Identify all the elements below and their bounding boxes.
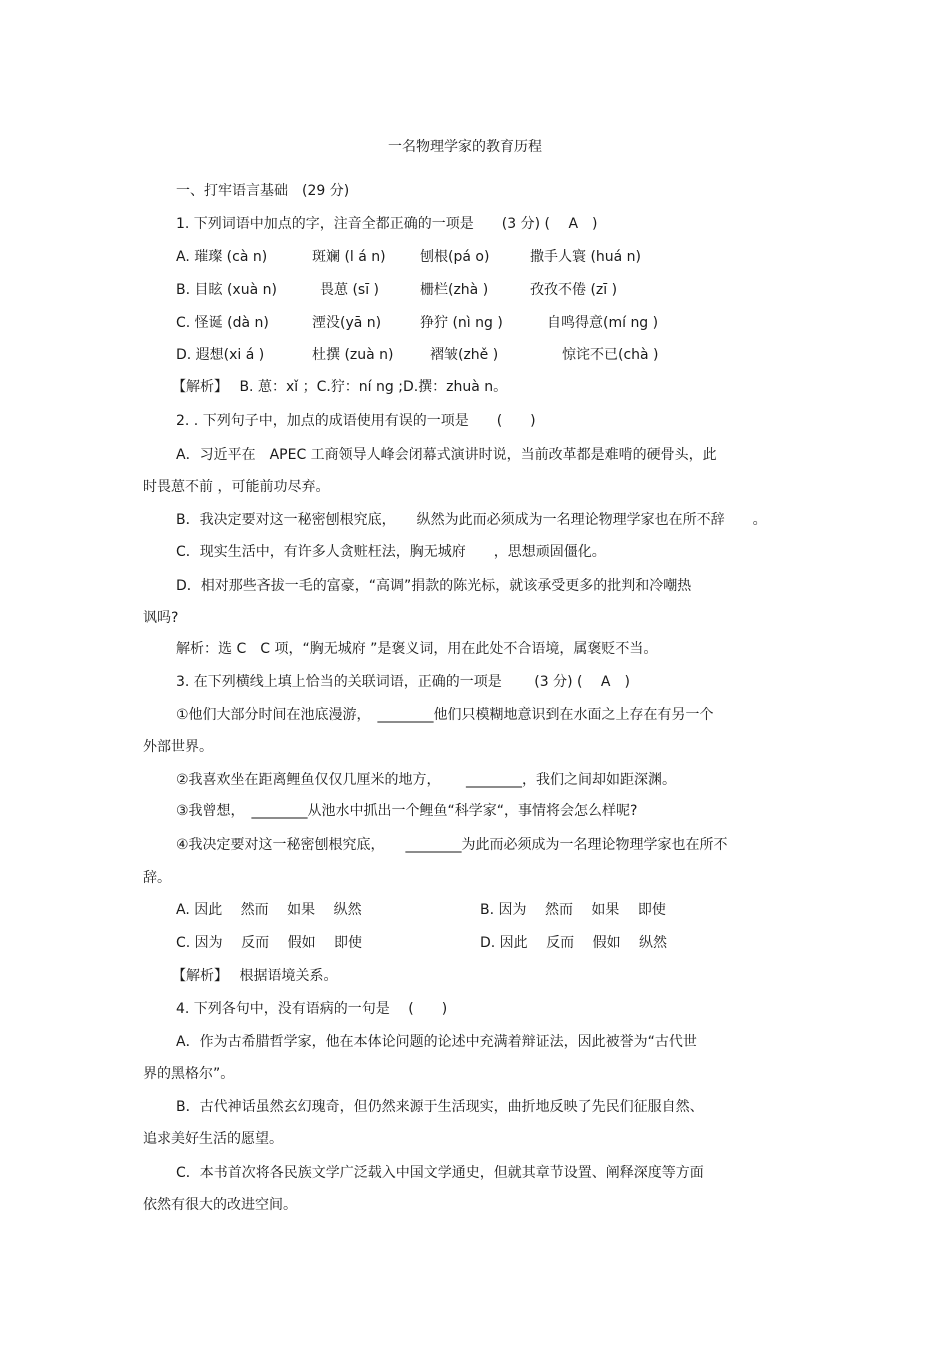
question-3-option-d: D. 因此 反而 假如 纵然 (480, 935, 668, 951)
question-4-option-c-cont: 依然有很大的改进空间。 (143, 1197, 297, 1213)
option-item: 狰狞 (nì ng ) (420, 315, 503, 331)
question-2-option-d: D．相对那些吝拔一毛的富豪，“高调”捐款的陈光标，就该承受更多的批判和冷嘲热 (176, 578, 692, 594)
question-3-sentence-3: ③我曾想， ________从池水中抓出一个鲤鱼“科学家“，事情将会怎么样呢? (176, 803, 638, 819)
question-4-stem: 4. 下列各句中，没有语病的一句是 ( ) (176, 1001, 448, 1017)
option-item: 惊诧不已(chà ) (562, 347, 659, 363)
option-item: B. 目眩 (xuà n) (176, 282, 277, 298)
option-item: 褶皱(zhě ) (430, 347, 499, 363)
question-1-stem: 1. 下列词语中加点的字，注音全都正确的一项是 (3 分) ( A ) (176, 216, 598, 232)
section-heading: 一、打牢语言基础 (29 分) (176, 183, 350, 199)
question-3-option-b: B. 因为 然而 如果 即使 (480, 902, 666, 918)
question-4-option-a-cont: 界的黑格尔”。 (143, 1066, 235, 1082)
option-item: 湮没(yā n) (312, 315, 382, 331)
option-item: C. 怪诞 (dà n) (176, 315, 269, 331)
option-item: 刨根(pá o) (420, 249, 490, 265)
option-item: 自鸣得意(mí ng ) (547, 315, 659, 331)
option-item: 杜撰 (zuà n) (312, 347, 394, 363)
option-item: 畏葸 (sī ) (320, 282, 380, 298)
question-2-option-b: B．我决定要对这一秘密刨根究底， 纵然为此而必须成为一名理论物理学家也在所不辞 。 (176, 512, 767, 528)
question-2-analysis: 解析：选 C C 项，“胸无城府 ”是褒义词，用在此处不合语境，属褒贬不当。 (176, 641, 658, 657)
question-3-option-a: A. 因此 然而 如果 纵然 (176, 902, 362, 918)
question-3-sentence-2: ②我喜欢坐在距离鲤鱼仅仅几厘米的地方， ________，我们之间却如距深渊。 (176, 772, 676, 788)
question-4-option-a: A．作为古希腊哲学家，他在本体论问题的论述中充满着辩证法，因此被誉为“古代世 (176, 1034, 697, 1050)
question-2-stem: 2. . 下列句子中，加点的成语使用有误的一项是 ( ) (176, 413, 536, 429)
option-item: 孜孜不倦 (zī ) (530, 282, 618, 298)
question-3-stem: 3. 在下列横线上填上恰当的关联词语，正确的一项是 (3 分) ( A ) (176, 674, 630, 690)
question-4-option-c: C．本书首次将各民族文学广泛载入中国文学通史，但就其章节设置、阐释深度等方面 (176, 1165, 704, 1181)
question-2-option-d-cont: 讽吗? (143, 610, 179, 626)
option-item: 栅栏(zhà ) (420, 282, 489, 298)
question-2-option-a: A．习近平在 APEC 工商领导人峰会闭幕式演讲时说，当前改革都是难啃的硬骨头，此 (176, 447, 717, 463)
page-title: 一名物理学家的教育历程 (388, 139, 542, 155)
question-3-analysis: 【解析】 根据语境关系。 (172, 968, 338, 984)
question-4-option-b: B．古代神话虽然玄幻瑰奇，但仍然来源于生活现实，曲折地反映了先民们征服自然、 (176, 1099, 704, 1115)
question-4-option-b-cont: 追求美好生活的愿望。 (143, 1131, 283, 1147)
question-2-option-c: C．现实生活中，有许多人贪赃枉法，胸无城府 ，思想顽固僵化。 (176, 544, 606, 560)
question-3-sentence-4-cont: 辞。 (143, 870, 171, 886)
option-item: A. 璀璨 (cà n) (176, 249, 268, 265)
question-2-option-a-cont: 时畏葸不前 ，可能前功尽弃。 (143, 479, 330, 495)
question-3-sentence-4: ④我决定要对这一秘密刨根究底， ________为此而必须成为一名理论物理学家也在所不 (176, 837, 728, 853)
question-3-sentence-1-cont: 外部世界。 (143, 739, 213, 755)
question-1-analysis: 【解析】 B. 葸：xǐ ；C.狞：ní ng ;D.撰：zhuà n。 (172, 379, 508, 395)
option-item: 斑斓 (l á n) (312, 249, 386, 265)
option-item: D. 遐想(xi á ) (176, 347, 265, 363)
question-3-option-c: C. 因为 反而 假如 即使 (176, 935, 363, 951)
option-item: 撒手人寰 (huá n) (530, 249, 642, 265)
question-3-sentence-1: ①他们大部分时间在池底漫游， ________他们只模糊地意识到在水面之上存在有另一个 (176, 707, 714, 723)
